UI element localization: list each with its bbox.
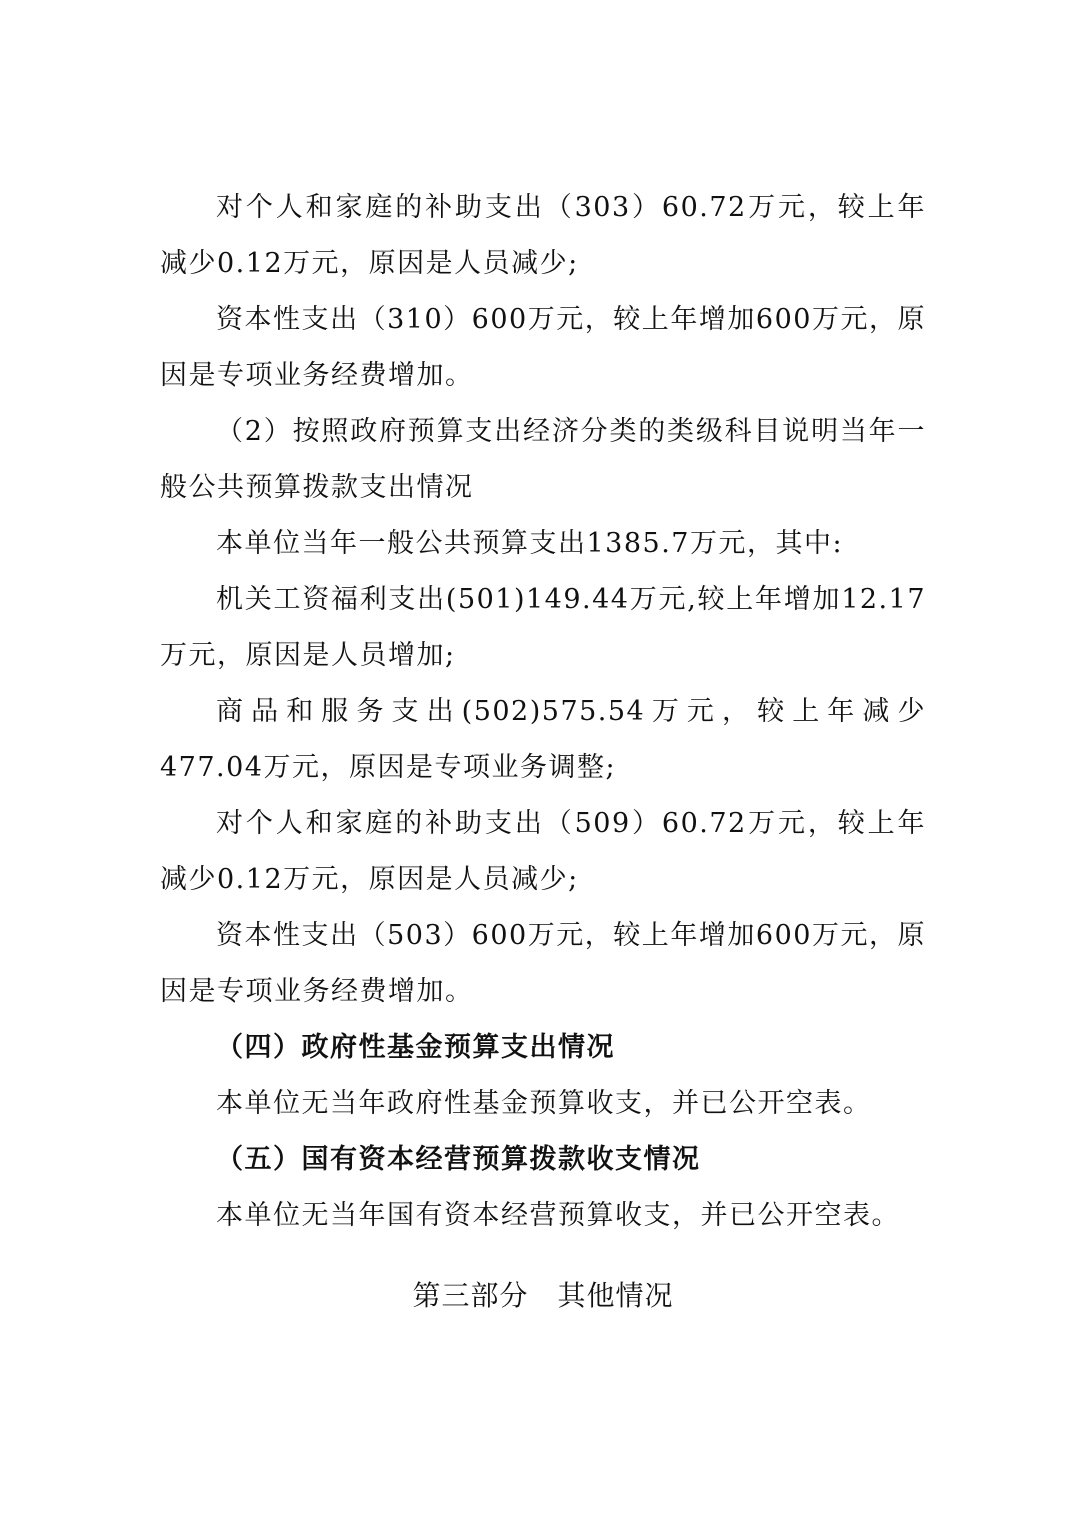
paragraph-economic-classification-intro: （2）按照政府预算支出经济分类的类级科目说明当年一般公共预算拨款支出情况: [160, 416, 926, 503]
paragraph-goods-services-502: 商品和服务支出(502)575.54万元，较上年减少477.04万元，原因是专项业务调整;: [160, 696, 926, 783]
paragraph-personal-subsidy-303: 对个人和家庭的补助支出（303）60.72万元，较上年减少0.12万元，原因是人员减少;: [160, 192, 926, 279]
paragraph-state-capital-budget: 本单位无当年国有资本经营预算收支，并已公开空表。: [216, 1200, 900, 1231]
heading-government-fund-budget: （四）政府性基金预算支出情况: [216, 1032, 615, 1063]
document-page: [160, 180, 926, 1324]
paragraph-capital-expense-503: 资本性支出（503）600万元，较上年增加600万元，原因是专项业务经费增加。: [160, 920, 926, 1007]
paragraph-salary-welfare-501: 机关工资福利支出(501)149.44万元,较上年增加12.17万元，原因是人员增加;: [160, 584, 926, 671]
heading-state-capital-budget: （五）国有资本经营预算拨款收支情况: [216, 1144, 701, 1175]
paragraph-capital-expense-310: 资本性支出（310）600万元，较上年增加600万元，原因是专项业务经费增加。: [160, 304, 926, 391]
paragraph-personal-subsidy-509: 对个人和家庭的补助支出（509）60.72万元，较上年减少0.12万元，原因是人员减少;: [160, 808, 926, 895]
paragraph-government-fund-budget: 本单位无当年政府性基金预算收支，并已公开空表。: [216, 1088, 872, 1119]
paragraph-general-budget-total: 本单位当年一般公共预算支出1385.7万元，其中:: [216, 528, 844, 559]
section-title-other: 第三部分 其他情况: [412, 1279, 674, 1312]
